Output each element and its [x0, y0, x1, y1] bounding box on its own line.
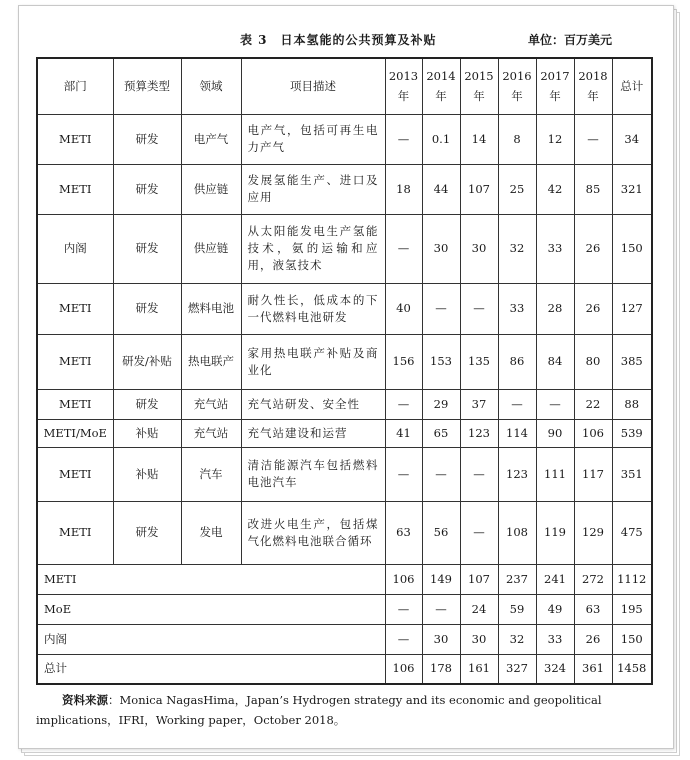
- header-row: [37, 58, 652, 114]
- cell-y2017: 241: [536, 564, 574, 594]
- table-row: [37, 501, 652, 564]
- cell-y2014: 30: [422, 624, 460, 654]
- cell-y2016: 59: [498, 594, 536, 624]
- cell-total: 195: [612, 594, 652, 624]
- header-total: 总计: [612, 58, 652, 114]
- cell-y2017: 33: [536, 624, 574, 654]
- cell-y2018: 117: [574, 447, 612, 501]
- cell-total: 88: [612, 389, 652, 419]
- header-field: 领域: [181, 58, 241, 114]
- cell-y2016: 237: [498, 564, 536, 594]
- table-title: 表 3 日本氢能的公共预算及补贴: [240, 33, 437, 47]
- cell-y2017: 119: [536, 501, 574, 564]
- header-y2018: 2018年: [574, 58, 612, 114]
- cell-total: 150: [612, 624, 652, 654]
- cell-y2017: 28: [536, 283, 574, 334]
- cell-description: 充气站研发、安全性: [241, 389, 385, 419]
- cell-field: 汽车: [181, 447, 241, 501]
- cell-y2013: 156: [385, 334, 422, 389]
- table-row: [37, 389, 652, 419]
- cell-y2017: 12: [536, 114, 574, 164]
- cell-y2018: 63: [574, 594, 612, 624]
- header-department: 部门: [37, 58, 113, 114]
- cell-y2016: 114: [498, 419, 536, 447]
- table-row: [37, 214, 652, 283]
- cell-y2015: 135: [460, 334, 498, 389]
- table-row: [37, 283, 652, 334]
- cell-total: 34: [612, 114, 652, 164]
- cell-y2014: —: [422, 283, 460, 334]
- header-budget-type: 预算类型: [113, 58, 181, 114]
- cell-total: 385: [612, 334, 652, 389]
- summary-label: 内阁: [37, 624, 385, 654]
- cell-y2018: 80: [574, 334, 612, 389]
- summary-row: [37, 624, 652, 654]
- cell-budget-type: 补贴: [113, 419, 181, 447]
- cell-y2013: 106: [385, 654, 422, 684]
- summary-row: [37, 564, 652, 594]
- cell-total: 351: [612, 447, 652, 501]
- cell-y2015: —: [460, 283, 498, 334]
- cell-y2015: 107: [460, 564, 498, 594]
- cell-y2016: 327: [498, 654, 536, 684]
- cell-budget-type: 研发: [113, 283, 181, 334]
- cell-y2016: 33: [498, 283, 536, 334]
- cell-y2013: —: [385, 389, 422, 419]
- cell-y2013: 106: [385, 564, 422, 594]
- cell-y2016: 32: [498, 624, 536, 654]
- cell-field: 供应链: [181, 214, 241, 283]
- cell-y2014: 153: [422, 334, 460, 389]
- cell-y2017: 111: [536, 447, 574, 501]
- cell-department: METI: [37, 114, 113, 164]
- header-description: 项目描述: [241, 58, 385, 114]
- source-note: [36, 690, 651, 730]
- cell-y2015: 123: [460, 419, 498, 447]
- cell-y2015: 24: [460, 594, 498, 624]
- cell-y2014: 65: [422, 419, 460, 447]
- cell-y2016: 108: [498, 501, 536, 564]
- cell-y2013: —: [385, 214, 422, 283]
- cell-total: 150: [612, 214, 652, 283]
- cell-y2013: —: [385, 624, 422, 654]
- cell-y2013: 40: [385, 283, 422, 334]
- cell-y2017: 324: [536, 654, 574, 684]
- header-y2015: 2015年: [460, 58, 498, 114]
- cell-y2018: 26: [574, 624, 612, 654]
- source-text: ：Monica NagasHima，Japan’s Hydrogen strategy and its economic and geopolitical implications，IFRI，Working paper，October 2018。: [36, 693, 602, 727]
- cell-description: 耐久性长，低成本的下一代燃料电池研发: [241, 283, 385, 334]
- cell-y2018: —: [574, 114, 612, 164]
- cell-budget-type: 研发: [113, 389, 181, 419]
- cell-budget-type: 研发/补贴: [113, 334, 181, 389]
- cell-y2014: —: [422, 447, 460, 501]
- cell-department: METI: [37, 164, 113, 214]
- cell-total: 1458: [612, 654, 652, 684]
- cell-department: METI/MoE: [37, 419, 113, 447]
- table-unit: 单位：百万美元: [528, 33, 613, 47]
- cell-y2014: 0.1: [422, 114, 460, 164]
- cell-y2015: 30: [460, 624, 498, 654]
- cell-y2014: 29: [422, 389, 460, 419]
- table-row: [37, 334, 652, 389]
- cell-y2015: 107: [460, 164, 498, 214]
- cell-budget-type: 补贴: [113, 447, 181, 501]
- cell-y2013: 63: [385, 501, 422, 564]
- cell-y2018: 129: [574, 501, 612, 564]
- cell-y2017: 42: [536, 164, 574, 214]
- cell-y2017: 90: [536, 419, 574, 447]
- cell-y2016: 32: [498, 214, 536, 283]
- cell-y2018: 85: [574, 164, 612, 214]
- cell-y2015: 161: [460, 654, 498, 684]
- summary-row: [37, 654, 652, 684]
- cell-department: METI: [37, 334, 113, 389]
- cell-field: 发电: [181, 501, 241, 564]
- cell-department: METI: [37, 501, 113, 564]
- cell-total: 475: [612, 501, 652, 564]
- cell-total: 1112: [612, 564, 652, 594]
- table-row: [37, 164, 652, 214]
- cell-y2017: 84: [536, 334, 574, 389]
- cell-field: 燃料电池: [181, 283, 241, 334]
- cell-description: 家用热电联产补贴及商业化: [241, 334, 385, 389]
- cell-y2014: 149: [422, 564, 460, 594]
- cell-y2015: —: [460, 447, 498, 501]
- cell-description: 从太阳能发电生产氢能技术，氨的运输和应用，液氢技术: [241, 214, 385, 283]
- cell-y2015: 30: [460, 214, 498, 283]
- cell-y2018: 106: [574, 419, 612, 447]
- cell-y2015: 14: [460, 114, 498, 164]
- summary-label: MoE: [37, 594, 385, 624]
- cell-y2016: 8: [498, 114, 536, 164]
- cell-y2015: —: [460, 501, 498, 564]
- cell-y2013: 41: [385, 419, 422, 447]
- cell-y2018: 26: [574, 283, 612, 334]
- cell-y2014: 178: [422, 654, 460, 684]
- source-label: 资料来源: [62, 693, 108, 707]
- cell-y2018: 22: [574, 389, 612, 419]
- cell-y2013: —: [385, 447, 422, 501]
- cell-field: 充气站: [181, 419, 241, 447]
- cell-total: 539: [612, 419, 652, 447]
- summary-row: [37, 594, 652, 624]
- cell-field: 充气站: [181, 389, 241, 419]
- cell-budget-type: 研发: [113, 501, 181, 564]
- cell-description: 电产气，包括可再生电力产气: [241, 114, 385, 164]
- header-y2013: 2013年: [385, 58, 422, 114]
- cell-y2017: 33: [536, 214, 574, 283]
- cell-y2013: 18: [385, 164, 422, 214]
- cell-y2013: —: [385, 594, 422, 624]
- cell-department: 内阁: [37, 214, 113, 283]
- summary-label: 总计: [37, 654, 385, 684]
- cell-description: 清洁能源汽车包括燃料电池汽车: [241, 447, 385, 501]
- cell-y2015: 37: [460, 389, 498, 419]
- header-y2016: 2016年: [498, 58, 536, 114]
- header-y2017: 2017年: [536, 58, 574, 114]
- cell-department: METI: [37, 389, 113, 419]
- cell-field: 供应链: [181, 164, 241, 214]
- cell-budget-type: 研发: [113, 114, 181, 164]
- header-y2014: 2014年: [422, 58, 460, 114]
- cell-description: 改进火电生产，包括煤气化燃料电池联合循环: [241, 501, 385, 564]
- cell-total: 127: [612, 283, 652, 334]
- cell-y2018: 26: [574, 214, 612, 283]
- cell-y2018: 272: [574, 564, 612, 594]
- cell-y2017: —: [536, 389, 574, 419]
- table-row: [37, 114, 652, 164]
- table-row: [37, 447, 652, 501]
- cell-y2014: 30: [422, 214, 460, 283]
- budget-table: [36, 57, 653, 685]
- cell-y2016: —: [498, 389, 536, 419]
- cell-y2014: —: [422, 594, 460, 624]
- cell-y2016: 25: [498, 164, 536, 214]
- table-row: [37, 419, 652, 447]
- cell-y2018: 361: [574, 654, 612, 684]
- cell-budget-type: 研发: [113, 214, 181, 283]
- cell-field: 热电联产: [181, 334, 241, 389]
- cell-y2014: 56: [422, 501, 460, 564]
- cell-y2016: 86: [498, 334, 536, 389]
- cell-total: 321: [612, 164, 652, 214]
- cell-field: 电产气: [181, 114, 241, 164]
- cell-y2014: 44: [422, 164, 460, 214]
- cell-y2017: 49: [536, 594, 574, 624]
- cell-department: METI: [37, 447, 113, 501]
- cell-department: METI: [37, 283, 113, 334]
- cell-y2016: 123: [498, 447, 536, 501]
- cell-description: 发展氢能生产、进口及应用: [241, 164, 385, 214]
- cell-description: 充气站建设和运营: [241, 419, 385, 447]
- summary-label: METI: [37, 564, 385, 594]
- cell-budget-type: 研发: [113, 164, 181, 214]
- cell-y2013: —: [385, 114, 422, 164]
